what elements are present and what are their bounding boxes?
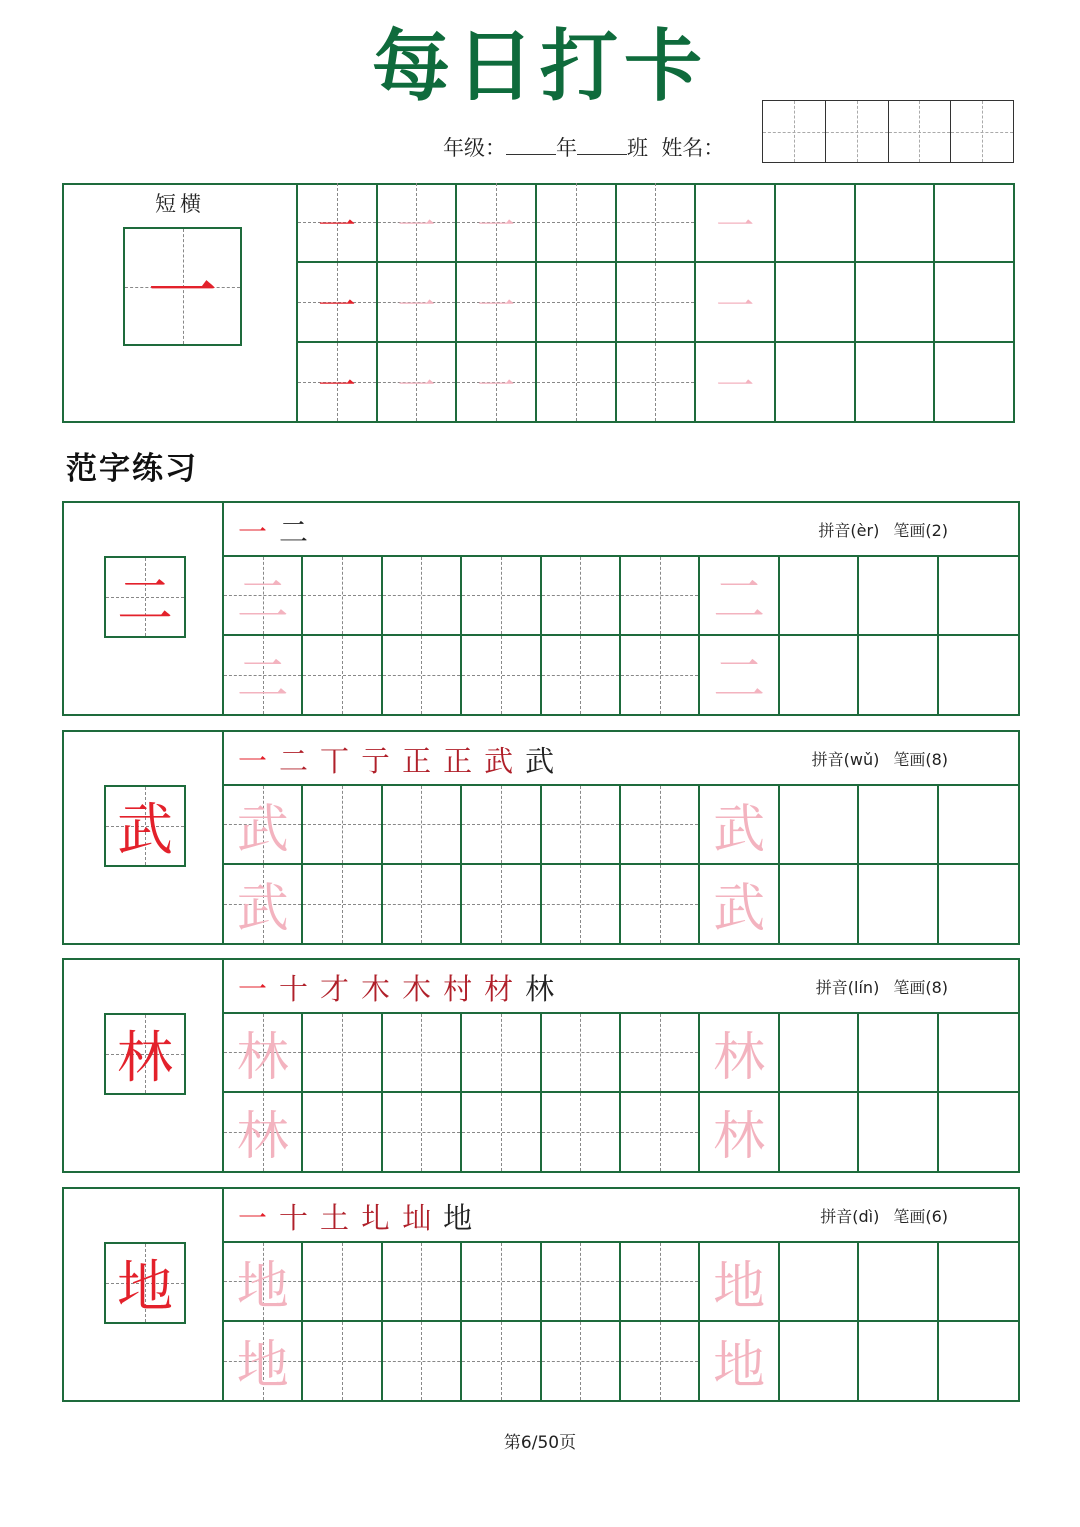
practice-cell[interactable] — [859, 865, 938, 944]
stroke-practice-grid[interactable] — [296, 183, 1015, 423]
stroke-order — [238, 1195, 472, 1237]
practice-cell[interactable] — [542, 786, 621, 865]
stroke-order-step: 圸 — [402, 1200, 432, 1235]
practice-cell[interactable] — [462, 865, 541, 944]
practice-cell[interactable] — [780, 636, 859, 715]
name-boxes[interactable] — [762, 100, 1014, 163]
name-box[interactable] — [951, 101, 1013, 162]
stroke-practice-cell[interactable] — [776, 263, 856, 343]
practice-cell[interactable] — [859, 1093, 938, 1172]
trace-char: 林 — [236, 1107, 289, 1168]
practice-cell[interactable] — [939, 1243, 1018, 1322]
pinyin-label: 拼音(wǔ) — [811, 750, 880, 769]
practice-cell[interactable] — [224, 1322, 303, 1401]
section-title: 范字练习 — [66, 451, 198, 487]
model-char-column — [64, 503, 224, 714]
trace-char: 地 — [713, 1256, 766, 1317]
trace-char: 二 — [713, 650, 766, 711]
trace-char: 地 — [236, 1256, 289, 1317]
stroke-practice-cell[interactable] — [776, 343, 856, 423]
stroke-demo-box — [123, 227, 242, 346]
stroke-order-step: 材 — [484, 971, 514, 1006]
model-char-column — [64, 960, 224, 1171]
trace-char: 林 — [236, 1027, 289, 1088]
stroke-trace-char: 一 — [397, 203, 436, 248]
page-title: 每日打卡 — [371, 21, 708, 112]
char-header — [224, 732, 1018, 786]
stroke-practice-cell[interactable] — [856, 263, 936, 343]
stroke-trace-char: 一 — [397, 283, 436, 328]
stroke-practice-cell[interactable] — [856, 343, 936, 423]
practice-cell[interactable] — [859, 636, 938, 715]
grade-blank[interactable] — [506, 134, 556, 155]
stroke-order-step: 十 — [279, 1200, 309, 1235]
trace-char: 地 — [236, 1336, 289, 1397]
pinyin-label: 拼音(dì) — [820, 1207, 880, 1226]
model-char: 武 — [117, 798, 173, 863]
practice-cell[interactable] — [780, 557, 859, 636]
stroke-practice-cell[interactable] — [537, 343, 617, 423]
stroke-practice-cell[interactable] — [378, 183, 458, 263]
practice-cell[interactable] — [542, 1014, 621, 1093]
stroke-order-step: 林 — [525, 971, 555, 1006]
model-char-box — [104, 1013, 186, 1095]
stroke-trace-char: 一 — [477, 203, 516, 248]
stroke-count-label: 笔画(8) — [893, 978, 948, 997]
stroke-order-step: 木 — [402, 971, 432, 1006]
char-meta — [806, 1204, 948, 1227]
stroke-order-step: 土 — [320, 1200, 350, 1235]
stroke-trace-char: 一 — [397, 363, 436, 408]
trace-char: 林 — [713, 1107, 766, 1168]
stroke-count-label: 笔画(2) — [893, 521, 948, 540]
practice-cell[interactable] — [780, 1243, 859, 1322]
practice-cell[interactable] — [700, 557, 779, 636]
stroke-order-step: 一 — [238, 1200, 268, 1235]
practice-cell[interactable] — [542, 1322, 621, 1401]
model-char-column — [64, 732, 224, 943]
stroke-practice-cell[interactable] — [617, 183, 697, 263]
practice-cell[interactable] — [939, 786, 1018, 865]
model-char: 二 — [117, 569, 173, 634]
practice-cell[interactable] — [224, 1243, 303, 1322]
practice-cell[interactable] — [224, 786, 303, 865]
practice-cell[interactable] — [224, 1014, 303, 1093]
model-char-column — [64, 1189, 224, 1400]
practice-cell[interactable] — [462, 636, 541, 715]
char-header — [224, 960, 1018, 1014]
stroke-practice-cell[interactable] — [457, 183, 537, 263]
character-block — [62, 730, 1020, 945]
stroke-practice-cell[interactable] — [935, 183, 1015, 263]
practice-cell[interactable] — [383, 1322, 462, 1401]
stroke-practice-cell[interactable] — [457, 343, 537, 423]
grade-label: 年级： — [443, 136, 506, 160]
pinyin-label: 拼音(èr) — [818, 521, 880, 540]
student-info — [443, 133, 724, 163]
practice-cell[interactable] — [224, 636, 303, 715]
practice-cell[interactable] — [303, 1014, 382, 1093]
character-block — [62, 1187, 1020, 1402]
stroke-practice-cell[interactable] — [537, 263, 617, 343]
stroke-order-step: 村 — [443, 971, 473, 1006]
practice-cell[interactable] — [621, 786, 700, 865]
practice-cell[interactable] — [700, 1014, 779, 1093]
stroke-practice-cell[interactable] — [378, 263, 458, 343]
page-number: 第6/50页 — [503, 1433, 577, 1453]
practice-cell[interactable] — [621, 865, 700, 944]
trace-char: 二 — [236, 570, 289, 631]
practice-cell[interactable] — [859, 1322, 938, 1401]
trace-char: 地 — [713, 1336, 766, 1397]
stroke-practice-cell[interactable] — [696, 343, 776, 423]
stroke-practice-cell[interactable] — [776, 183, 856, 263]
practice-cell[interactable] — [621, 557, 700, 636]
practice-cell[interactable] — [939, 557, 1018, 636]
stroke-trace-char: 一 — [716, 283, 755, 328]
char-meta — [798, 747, 948, 770]
practice-cell[interactable] — [939, 636, 1018, 715]
stroke-trace-char: 一 — [317, 363, 356, 408]
practice-cell[interactable] — [621, 1093, 700, 1172]
stroke-order-step: 圠 — [361, 1200, 391, 1235]
stroke-order — [238, 509, 308, 551]
model-char-box — [104, 1242, 186, 1324]
trace-char: 林 — [713, 1027, 766, 1088]
name-label: 姓名： — [661, 136, 725, 160]
stroke-practice-cell[interactable] — [696, 183, 776, 263]
practice-cell[interactable] — [303, 865, 382, 944]
char-meta — [804, 518, 948, 541]
model-char-box — [104, 556, 186, 638]
stroke-trace-char: 一 — [477, 363, 516, 408]
stroke-name: 短横 — [155, 192, 205, 216]
practice-cell[interactable] — [621, 1322, 700, 1401]
name-box[interactable] — [889, 101, 952, 162]
stroke-order-step: 木 — [361, 971, 391, 1006]
stroke-practice-cell[interactable] — [298, 263, 378, 343]
stroke-order-step: 一 — [238, 743, 268, 778]
practice-cell[interactable] — [383, 865, 462, 944]
practice-cell[interactable] — [462, 557, 541, 636]
char-meta — [802, 975, 948, 998]
practice-cell[interactable] — [859, 1014, 938, 1093]
stroke-demo-char: 一 — [147, 251, 218, 333]
trace-char: 二 — [236, 650, 289, 711]
model-char: 林 — [117, 1026, 173, 1091]
practice-cell[interactable] — [700, 786, 779, 865]
stroke-practice-cell[interactable] — [537, 183, 617, 263]
practice-cell[interactable] — [621, 636, 700, 715]
char-header — [224, 1189, 1018, 1243]
stroke-trace-char: 一 — [716, 363, 755, 408]
trace-char: 武 — [713, 879, 766, 940]
practice-cell[interactable] — [303, 1093, 382, 1172]
trace-char: 二 — [713, 570, 766, 631]
practice-cell[interactable] — [700, 636, 779, 715]
practice-cell[interactable] — [462, 1243, 541, 1322]
practice-cell[interactable] — [542, 865, 621, 944]
practice-cell[interactable] — [780, 786, 859, 865]
stroke-practice-cell[interactable] — [696, 263, 776, 343]
practice-cell[interactable] — [621, 1243, 700, 1322]
stroke-trace-char: 一 — [317, 203, 356, 248]
year-label: 年 — [556, 136, 577, 160]
practice-cell[interactable] — [224, 557, 303, 636]
stroke-order-step: 一 — [238, 514, 268, 549]
practice-cell[interactable] — [383, 1093, 462, 1172]
practice-cell[interactable] — [859, 786, 938, 865]
stroke-practice-cell[interactable] — [457, 263, 537, 343]
stroke-order-step: 正 — [443, 743, 473, 778]
name-box[interactable] — [763, 101, 826, 162]
stroke-order-step: 一 — [238, 971, 268, 1006]
practice-cell[interactable] — [303, 557, 382, 636]
practice-cell[interactable] — [939, 1093, 1018, 1172]
practice-cell[interactable] — [462, 786, 541, 865]
practice-cell[interactable] — [542, 1243, 621, 1322]
class-blank[interactable] — [577, 134, 627, 155]
trace-char: 武 — [713, 799, 766, 860]
stroke-order — [238, 738, 554, 780]
stroke-count-label: 笔画(6) — [893, 1207, 948, 1226]
character-block — [62, 958, 1020, 1173]
practice-cell[interactable] — [542, 636, 621, 715]
stroke-practice-cell[interactable] — [856, 183, 936, 263]
practice-cell[interactable] — [542, 557, 621, 636]
stroke-order-step: 武 — [484, 743, 514, 778]
stroke-order-step: 二 — [279, 514, 309, 549]
stroke-order-step: 丅 — [320, 743, 350, 778]
stroke-order-step: 亍 — [361, 743, 391, 778]
pinyin-label: 拼音(lín) — [815, 978, 880, 997]
stroke-count-label: 笔画(8) — [893, 750, 948, 769]
practice-cell[interactable] — [939, 865, 1018, 944]
stroke-order-step: 二 — [279, 743, 309, 778]
practice-cell[interactable] — [303, 636, 382, 715]
character-block — [62, 501, 1020, 716]
stroke-practice-cell[interactable] — [298, 183, 378, 263]
practice-cell[interactable] — [859, 557, 938, 636]
stroke-practice-cell[interactable] — [617, 263, 697, 343]
trace-char: 武 — [236, 879, 289, 940]
practice-cell[interactable] — [383, 636, 462, 715]
practice-cell[interactable] — [303, 786, 382, 865]
trace-char: 武 — [236, 799, 289, 860]
practice-cell[interactable] — [462, 1322, 541, 1401]
name-box[interactable] — [826, 101, 889, 162]
stroke-trace-char: 一 — [716, 203, 755, 248]
practice-grid[interactable] — [224, 1014, 1018, 1171]
practice-cell[interactable] — [700, 865, 779, 944]
practice-cell[interactable] — [939, 1322, 1018, 1401]
practice-cell[interactable] — [303, 1322, 382, 1401]
practice-cell[interactable] — [700, 1322, 779, 1401]
practice-cell[interactable] — [859, 1243, 938, 1322]
practice-cell[interactable] — [303, 1243, 382, 1322]
practice-cell[interactable] — [780, 1322, 859, 1401]
stroke-order-step: 十 — [279, 971, 309, 1006]
stroke-order-step: 地 — [443, 1200, 473, 1235]
stroke-practice-cell[interactable] — [935, 263, 1015, 343]
practice-cell[interactable] — [700, 1093, 779, 1172]
stroke-practice-cell[interactable] — [617, 343, 697, 423]
stroke-practice-cell[interactable] — [378, 343, 458, 423]
stroke-trace-char: 一 — [317, 283, 356, 328]
stroke-order-step: 正 — [402, 743, 432, 778]
practice-cell[interactable] — [383, 557, 462, 636]
practice-cell[interactable] — [780, 1014, 859, 1093]
stroke-order — [238, 966, 554, 1008]
class-label: 班 — [627, 136, 648, 160]
practice-cell[interactable] — [939, 1014, 1018, 1093]
practice-cell[interactable] — [383, 1243, 462, 1322]
practice-grid[interactable] — [224, 786, 1018, 943]
stroke-practice-cell[interactable] — [298, 343, 378, 423]
practice-cell[interactable] — [780, 1093, 859, 1172]
practice-cell[interactable] — [621, 1014, 700, 1093]
stroke-trace-char: 一 — [477, 283, 516, 328]
practice-cell[interactable] — [780, 865, 859, 944]
practice-cell[interactable] — [542, 1093, 621, 1172]
stroke-practice-cell[interactable] — [935, 343, 1015, 423]
stroke-order-step: 才 — [320, 971, 350, 1006]
practice-cell[interactable] — [383, 786, 462, 865]
practice-cell[interactable] — [700, 1243, 779, 1322]
practice-grid[interactable] — [224, 1243, 1018, 1400]
model-char-box — [104, 785, 186, 867]
practice-cell[interactable] — [383, 1014, 462, 1093]
practice-cell[interactable] — [224, 1093, 303, 1172]
practice-cell[interactable] — [462, 1014, 541, 1093]
practice-grid[interactable] — [224, 557, 1018, 714]
stroke-order-step: 武 — [525, 743, 555, 778]
practice-cell[interactable] — [224, 865, 303, 944]
model-char: 地 — [117, 1255, 173, 1320]
char-header — [224, 503, 1018, 557]
practice-cell[interactable] — [462, 1093, 541, 1172]
